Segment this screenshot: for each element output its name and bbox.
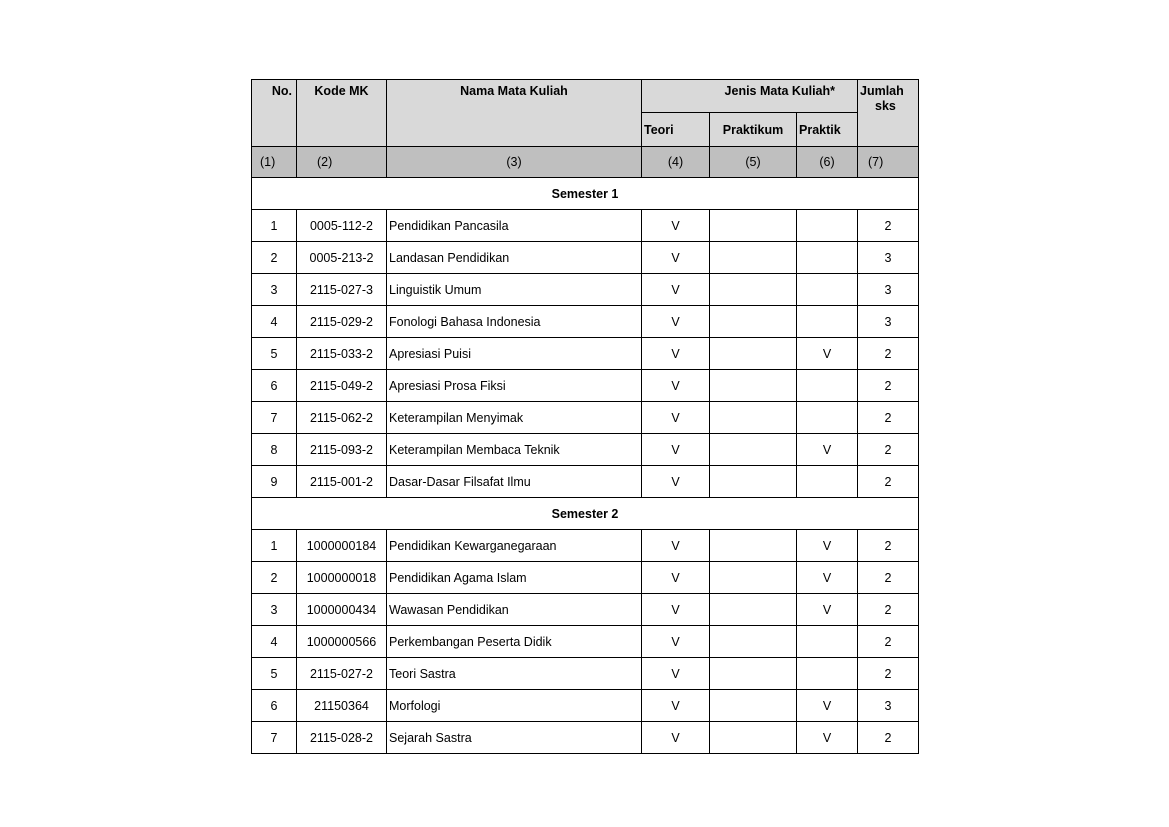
cell-praktik: V (797, 530, 858, 562)
cell-teori: V (642, 530, 710, 562)
cell-praktik: V (797, 690, 858, 722)
cell-praktikum (710, 370, 797, 402)
semester-title-row (252, 498, 919, 530)
table-row (252, 210, 919, 242)
cell-nama: Perkembangan Peserta Didik (387, 626, 642, 658)
cell-praktik (797, 626, 858, 658)
cell-teori: V (642, 626, 710, 658)
cell-sks: 2 (858, 210, 919, 242)
cell-no: 3 (252, 274, 297, 306)
cell-no: 6 (252, 690, 297, 722)
cell-kode: 1000000018 (297, 562, 387, 594)
cell-kode: 1000000434 (297, 594, 387, 626)
table-row (252, 274, 919, 306)
header-praktik: Praktik (797, 113, 858, 147)
cell-praktikum (710, 658, 797, 690)
cell-praktikum (710, 306, 797, 338)
table-row (252, 562, 919, 594)
table-row (252, 722, 919, 754)
col-number-1: (1) (252, 147, 297, 178)
table-row (252, 594, 919, 626)
cell-teori: V (642, 690, 710, 722)
cell-nama: Linguistik Umum (387, 274, 642, 306)
cell-no: 5 (252, 338, 297, 370)
cell-sks: 2 (858, 722, 919, 754)
cell-no: 3 (252, 594, 297, 626)
cell-kode: 2115-028-2 (297, 722, 387, 754)
cell-praktik (797, 402, 858, 434)
cell-nama: Teori Sastra (387, 658, 642, 690)
cell-praktikum (710, 626, 797, 658)
cell-nama: Keterampilan Membaca Teknik (387, 434, 642, 466)
table-row (252, 626, 919, 658)
header-jenis: Jenis Mata Kuliah* (642, 80, 858, 113)
cell-no: 9 (252, 466, 297, 498)
table-row (252, 530, 919, 562)
cell-nama: Sejarah Sastra (387, 722, 642, 754)
cell-praktik: V (797, 722, 858, 754)
cell-praktikum (710, 690, 797, 722)
cell-kode: 2115-093-2 (297, 434, 387, 466)
cell-sks: 3 (858, 274, 919, 306)
cell-kode: 1000000184 (297, 530, 387, 562)
cell-teori: V (642, 210, 710, 242)
cell-teori: V (642, 402, 710, 434)
cell-teori: V (642, 722, 710, 754)
col-number-6: (6) (797, 147, 858, 178)
cell-nama: Wawasan Pendidikan (387, 594, 642, 626)
table-row (252, 242, 919, 274)
cell-praktikum (710, 402, 797, 434)
cell-kode: 2115-033-2 (297, 338, 387, 370)
cell-no: 2 (252, 242, 297, 274)
cell-praktik (797, 242, 858, 274)
cell-praktikum (710, 722, 797, 754)
cell-sks: 3 (858, 690, 919, 722)
table-row (252, 466, 919, 498)
cell-kode: 2115-029-2 (297, 306, 387, 338)
cell-no: 4 (252, 626, 297, 658)
cell-kode: 21150364 (297, 690, 387, 722)
cell-sks: 3 (858, 306, 919, 338)
cell-sks: 2 (858, 466, 919, 498)
cell-teori: V (642, 466, 710, 498)
col-number-4: (4) (642, 147, 710, 178)
cell-no: 1 (252, 530, 297, 562)
cell-praktik (797, 658, 858, 690)
cell-sks: 2 (858, 434, 919, 466)
header-nama: Nama Mata Kuliah (387, 80, 642, 147)
cell-praktikum (710, 594, 797, 626)
header-no: No. (252, 80, 297, 147)
semester-title: Semester 1 (252, 178, 919, 210)
cell-no: 7 (252, 402, 297, 434)
cell-praktik: V (797, 338, 858, 370)
cell-sks: 2 (858, 402, 919, 434)
cell-praktikum (710, 562, 797, 594)
cell-kode: 2115-001-2 (297, 466, 387, 498)
cell-kode: 2115-027-3 (297, 274, 387, 306)
cell-kode: 2115-049-2 (297, 370, 387, 402)
cell-kode: 0005-213-2 (297, 242, 387, 274)
cell-praktikum (710, 466, 797, 498)
table-row (252, 658, 919, 690)
cell-no: 6 (252, 370, 297, 402)
cell-praktikum (710, 274, 797, 306)
cell-kode: 2115-027-2 (297, 658, 387, 690)
cell-nama: Apresiasi Prosa Fiksi (387, 370, 642, 402)
table-row (252, 370, 919, 402)
cell-praktikum (710, 210, 797, 242)
cell-no: 8 (252, 434, 297, 466)
cell-nama: Dasar-Dasar Filsafat Ilmu (387, 466, 642, 498)
cell-teori: V (642, 562, 710, 594)
cell-kode: 1000000566 (297, 626, 387, 658)
col-number-7: (7) (858, 147, 919, 178)
cell-no: 5 (252, 658, 297, 690)
cell-nama: Pendidikan Kewarganegaraan (387, 530, 642, 562)
course-table (251, 79, 919, 754)
cell-teori: V (642, 306, 710, 338)
cell-teori: V (642, 274, 710, 306)
header-teori: Teori (642, 113, 710, 147)
table-row (252, 338, 919, 370)
cell-no: 1 (252, 210, 297, 242)
cell-praktik: V (797, 434, 858, 466)
cell-kode: 0005-112-2 (297, 210, 387, 242)
semester-title-row (252, 178, 919, 210)
cell-praktikum (710, 530, 797, 562)
header-kode: Kode MK (297, 80, 387, 147)
cell-kode: 2115-062-2 (297, 402, 387, 434)
table-row (252, 434, 919, 466)
header-praktikum: Praktikum (710, 113, 797, 147)
cell-sks: 2 (858, 530, 919, 562)
column-number-row (252, 147, 919, 178)
header-jumlah-sks: Jumlah sks (858, 80, 919, 147)
cell-praktik (797, 274, 858, 306)
cell-teori: V (642, 242, 710, 274)
cell-praktik: V (797, 594, 858, 626)
cell-sks: 2 (858, 338, 919, 370)
cell-nama: Keterampilan Menyimak (387, 402, 642, 434)
table-row (252, 306, 919, 338)
col-number-5: (5) (710, 147, 797, 178)
semester-title: Semester 2 (252, 498, 919, 530)
cell-nama: Pendidikan Agama Islam (387, 562, 642, 594)
cell-nama: Landasan Pendidikan (387, 242, 642, 274)
cell-sks: 2 (858, 626, 919, 658)
cell-praktik (797, 306, 858, 338)
cell-sks: 3 (858, 242, 919, 274)
cell-praktikum (710, 242, 797, 274)
cell-praktik (797, 210, 858, 242)
table-row (252, 690, 919, 722)
cell-teori: V (642, 338, 710, 370)
cell-praktik (797, 466, 858, 498)
cell-praktikum (710, 338, 797, 370)
cell-sks: 2 (858, 370, 919, 402)
table-row (252, 402, 919, 434)
cell-praktik (797, 370, 858, 402)
cell-sks: 2 (858, 658, 919, 690)
cell-no: 7 (252, 722, 297, 754)
cell-teori: V (642, 370, 710, 402)
cell-nama: Apresiasi Puisi (387, 338, 642, 370)
col-number-3: (3) (387, 147, 642, 178)
cell-sks: 2 (858, 562, 919, 594)
cell-praktikum (710, 434, 797, 466)
cell-nama: Morfologi (387, 690, 642, 722)
cell-nama: Pendidikan Pancasila (387, 210, 642, 242)
cell-teori: V (642, 658, 710, 690)
cell-teori: V (642, 594, 710, 626)
cell-no: 4 (252, 306, 297, 338)
course-table-container (251, 79, 918, 754)
cell-teori: V (642, 434, 710, 466)
cell-praktik: V (797, 562, 858, 594)
cell-no: 2 (252, 562, 297, 594)
cell-sks: 2 (858, 594, 919, 626)
col-number-2: (2) (297, 147, 387, 178)
header-row (252, 80, 919, 113)
cell-nama: Fonologi Bahasa Indonesia (387, 306, 642, 338)
